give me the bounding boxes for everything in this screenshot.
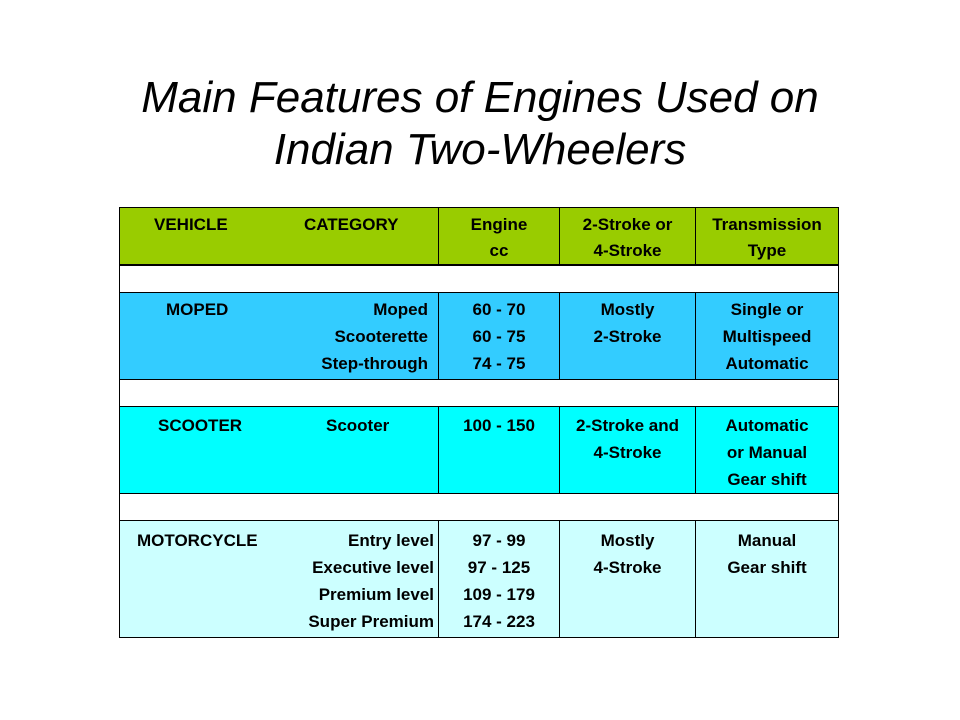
spacer-row bbox=[119, 493, 839, 521]
motorcycle-category-3: Premium level bbox=[318, 585, 434, 604]
page-title bbox=[0, 72, 960, 176]
moped-vehicle-category-cell bbox=[119, 292, 439, 380]
motorcycle-stroke-cell bbox=[559, 520, 696, 638]
scooter-stroke-2: 4-Stroke bbox=[593, 443, 662, 462]
moped-transmission-cell bbox=[695, 292, 839, 380]
moped-category-3: Step-through bbox=[321, 354, 428, 373]
title-line-1: Main Features of Engines Used on bbox=[141, 73, 819, 122]
motorcycle-category-1: Entry level bbox=[348, 531, 434, 550]
moped-transmission-2: Multispeed bbox=[722, 327, 812, 346]
moped-transmission-3: Automatic bbox=[725, 354, 809, 373]
title-line-2: Indian Two-Wheelers bbox=[273, 125, 687, 174]
header-engine-line2: cc bbox=[489, 241, 509, 260]
motorcycle-transmission-2: Gear shift bbox=[727, 558, 807, 577]
header-transmission-line2: Type bbox=[747, 241, 787, 260]
motorcycle-row bbox=[119, 520, 839, 638]
scooter-transmission-1: Automatic bbox=[725, 416, 809, 435]
header-stroke-cell bbox=[559, 207, 696, 265]
motorcycle-stroke-2: 4-Stroke bbox=[593, 558, 662, 577]
scooter-row bbox=[119, 406, 839, 494]
motorcycle-engine-cell bbox=[438, 520, 560, 638]
moped-engine-2: 60 - 75 bbox=[472, 327, 526, 346]
moped-category-2: Scooterette bbox=[334, 327, 428, 346]
motorcycle-engine-4: 174 - 223 bbox=[463, 612, 535, 631]
header-stroke-line1: 2-Stroke or bbox=[582, 215, 673, 234]
moped-stroke-cell bbox=[559, 292, 696, 380]
motorcycle-vehicle: MOTORCYCLE bbox=[137, 531, 258, 550]
moped-row bbox=[119, 292, 839, 380]
motorcycle-transmission-cell bbox=[695, 520, 839, 638]
scooter-transmission-3: Gear shift bbox=[727, 470, 807, 489]
spacer-row bbox=[119, 265, 839, 293]
moped-engine-cell bbox=[438, 292, 560, 380]
header-transmission-line1: Transmission bbox=[712, 215, 822, 234]
motorcycle-engine-3: 109 - 179 bbox=[463, 585, 535, 604]
motorcycle-transmission-1: Manual bbox=[737, 531, 797, 550]
scooter-engine-cell bbox=[438, 406, 560, 494]
moped-vehicle: MOPED bbox=[166, 300, 229, 319]
header-engine-cell bbox=[438, 207, 560, 265]
scooter-transmission-cell bbox=[695, 406, 839, 494]
scooter-category-1: Scooter bbox=[326, 416, 390, 435]
moped-stroke-1: Mostly bbox=[600, 300, 655, 319]
spacer-cell bbox=[119, 265, 839, 293]
scooter-vehicle-category-cell bbox=[119, 406, 439, 494]
header-vehicle: VEHICLE bbox=[154, 215, 228, 234]
header-vehicle-category-cell bbox=[119, 207, 439, 265]
moped-category-1: Moped bbox=[373, 300, 428, 319]
spacer-cell bbox=[119, 379, 839, 407]
scooter-vehicle: SCOOTER bbox=[158, 416, 243, 435]
header-engine-line1: Engine bbox=[470, 215, 528, 234]
motorcycle-engine-1: 97 - 99 bbox=[472, 531, 526, 550]
motorcycle-engine-2: 97 - 125 bbox=[467, 558, 531, 577]
scooter-engine-1: 100 - 150 bbox=[463, 416, 535, 435]
moped-stroke-2: 2-Stroke bbox=[593, 327, 662, 346]
scooter-transmission-2: or Manual bbox=[726, 443, 808, 462]
scooter-stroke-cell bbox=[559, 406, 696, 494]
motorcycle-vehicle-category-cell bbox=[119, 520, 439, 638]
spacer-cell bbox=[119, 493, 839, 521]
header-transmission-cell bbox=[695, 207, 839, 265]
header-category: CATEGORY bbox=[304, 215, 399, 234]
motorcycle-stroke-1: Mostly bbox=[600, 531, 655, 550]
motorcycle-category-4: Super Premium bbox=[308, 612, 434, 631]
moped-engine-1: 60 - 70 bbox=[472, 300, 526, 319]
spacer-row bbox=[119, 379, 839, 407]
moped-transmission-1: Single or bbox=[730, 300, 804, 319]
table-header-row bbox=[119, 207, 839, 265]
moped-engine-3: 74 - 75 bbox=[472, 354, 526, 373]
motorcycle-category-2: Executive level bbox=[312, 558, 434, 577]
scooter-stroke-1: 2-Stroke and bbox=[576, 416, 679, 435]
header-stroke-line2: 4-Stroke bbox=[593, 241, 662, 260]
